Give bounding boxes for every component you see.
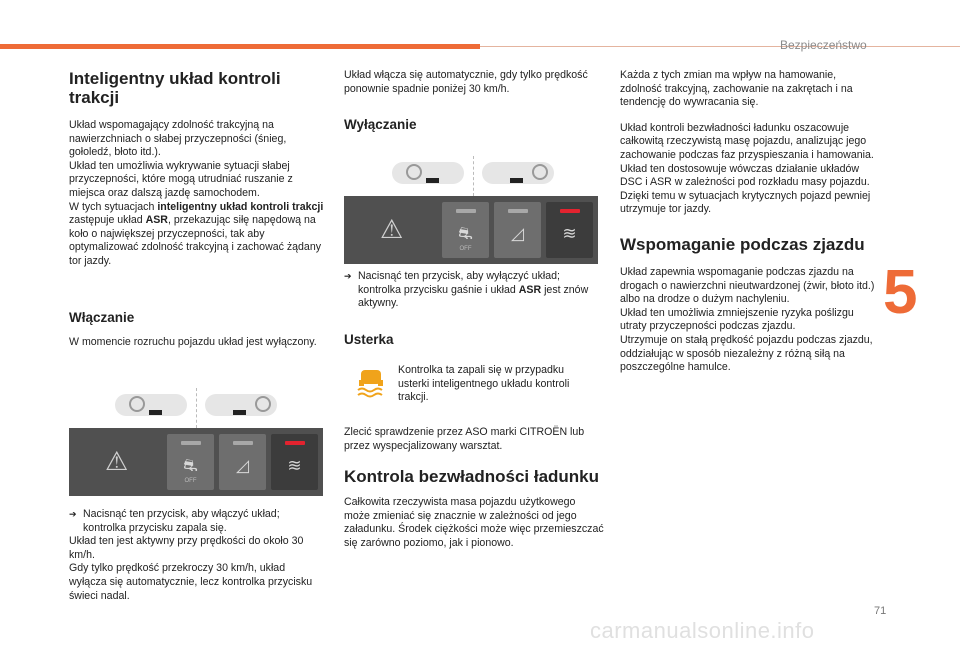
paragraph-active-speed: Układ ten jest aktywny przy prędkości do około 30 km/h.: [69, 535, 304, 561]
paragraph-descent-roads: Układ zapewnia wspomaganie podczas zjazdu na drogach o nawierzchni nieutwardzonej (żwir, błoto itd.) albo na drodze o dużym nachyleniu.: [620, 265, 875, 306]
traction-control-icon: ≋: [562, 224, 577, 243]
off-label: OFF: [459, 246, 472, 252]
hazard-triangle-icon: ⚠: [380, 214, 404, 244]
section-title: Bezpieczeństwo: [780, 38, 867, 52]
arrow-right-icon: ➔: [69, 509, 77, 519]
center-divider: [473, 156, 474, 196]
paragraph-replaces-asr: W tych sytuacjach inteligentny układ kontroli trakcji zastępuje układ ASR, przekazując siłę napędową na koło o największej przyczepności, tak aby optymalizować zdolność trakcyjną i zachować żądany tor jazdy.: [69, 200, 324, 267]
dashboard-top-view-1: [115, 388, 275, 430]
bullet-disable: ➔ Nacisnąć ten przycisk, aby wyłączyć układ; kontrolka przycisku gaśnie i układ ASR jest znów aktywny.: [344, 270, 589, 310]
steering-wheel-icon: [532, 164, 548, 180]
fault-description: Kontrolka ta zapali się w przypadku usterki inteligentnego układu kontroli trakcji.: [398, 364, 570, 404]
button-led: [508, 209, 528, 213]
dashboard-top-view-2: [392, 156, 552, 198]
paragraph-descent-risk: Układ ten umożliwia zmniejszenie ryzyka poślizgu utraty przyczepności podczas zjazdu.: [620, 306, 854, 333]
paragraph-mass-estimate: Układ kontroli bezwładności ładunku oszacowuje całkowitą rzeczywistą masę pojazdu, analizując jego zachowanie podczas faz przyspieszania i hamowania.: [620, 121, 874, 161]
button-led: [181, 441, 201, 445]
column-3: [620, 69, 878, 375]
hazard-triangle-icon: ⚠: [105, 446, 129, 476]
paragraph-auto-off: Gdy tylko prędkość przekroczy 30 km/h, układ wyłącza się automatycznie, lecz kontrolka przycisku świeci nadal.: [69, 562, 313, 602]
dsc-off-button[interactable]: [167, 434, 214, 490]
heading-load-control: Kontrola bezwładności ładunku: [344, 467, 600, 487]
paragraph-dsc-asr: Układ ten dostosowuje wówczas działanie układów DSC i ASR w zależności pod rozkładu masy pojazdu. Dzięki temu w sytuacjach krytycznych pojazd pewniej utrzymuje tor jazdy.: [620, 162, 871, 216]
button-panel-1: [69, 428, 323, 496]
header-accent-bar: [0, 44, 480, 49]
traction-control-button[interactable]: [546, 202, 593, 258]
heading-fault: Usterka: [344, 331, 394, 347]
center-divider: [196, 388, 197, 428]
paragraph-effects: Każda z tych zmian ma wpływ na hamowanie, zdolność trakcyjną, zachowanie na zakrętach i na tendencję do wywracania się.: [620, 69, 853, 109]
bullet-enable: ➔ Nacisnąć ten przycisk, aby włączyć układ; kontrolka przycisku zapala się.: [69, 508, 280, 534]
button-led-active: [560, 209, 580, 213]
button-panel-2: [344, 196, 598, 264]
watermark: carmanualsonline.info: [590, 618, 815, 643]
button-location-marker: [426, 178, 439, 183]
heading-descent-assist: Wspomaganie podczas zjazdu: [620, 234, 865, 254]
descent-assist-button[interactable]: [494, 202, 541, 258]
paragraph-service: Zlecić sprawdzenie przez ASO marki CITROËN lub przez wyspecjalizowany warsztat.: [344, 426, 585, 452]
paragraph-descent-speed: Utrzymuje on stałą prędkość pojazdu podczas zjazdu, oddziałując w sposób niezależny z różną siłą na poszczególne hamulce.: [620, 333, 873, 374]
traction-control-icon: ≋: [287, 456, 302, 475]
column-1: [69, 69, 325, 350]
button-led: [233, 441, 253, 445]
chapter-number: 5: [883, 258, 918, 327]
descent-icon: ◿: [510, 224, 525, 243]
column-1-bottom: [69, 508, 325, 603]
paragraph-intro: Układ wspomagający zdolność trakcyjną na nawierzchniach o słabej przyczepności (śnieg, gołoledź, błoto itd.).: [69, 119, 287, 159]
button-location-marker: [233, 410, 246, 415]
descent-icon: ◿: [235, 456, 250, 475]
heading-enabling: Włączanie: [69, 309, 135, 325]
off-label: OFF: [184, 478, 197, 484]
stability-icon: ⛐: [183, 456, 198, 475]
descent-assist-button[interactable]: [219, 434, 266, 490]
column-2-middle: [344, 270, 600, 346]
dsc-off-button[interactable]: [442, 202, 489, 258]
heading-traction-control: Inteligentny układ kontroli trakcji: [69, 69, 281, 107]
column-2: [344, 69, 600, 132]
steering-wheel-icon: [406, 164, 422, 180]
steering-wheel-icon: [255, 396, 271, 412]
button-led: [456, 209, 476, 213]
stability-icon: ⛐: [458, 224, 473, 243]
paragraph-enabling: W momencie rozruchu pojazdu układ jest wyłączony.: [69, 336, 317, 349]
button-location-marker: [510, 178, 523, 183]
button-led-active: [285, 441, 305, 445]
paragraph-load-mass: Całkowita rzeczywista masa pojazdu użytkowego może zmieniać się znacznie w zależności od jego załadunku. Środek ciężkości może więc przemieszczać się zarówno poziomo, jak i pionowo.: [344, 496, 604, 549]
page-number: 71: [874, 605, 887, 617]
column-2-bottom: [344, 426, 604, 551]
paragraph-detection: Układ ten umożliwia wykrywanie sytuacji słabej przyczepności, które mogą utrudniać ruszanie z miejsca oraz dalszą jazdę samochodem.: [69, 159, 293, 199]
steering-wheel-icon: [129, 396, 145, 412]
heading-disabling: Wyłączanie: [344, 117, 417, 133]
header-rule: [480, 46, 960, 47]
arrow-right-icon: ➔: [344, 271, 352, 281]
paragraph-auto-on: Układ włącza się automatycznie, gdy tylko prędkość ponownie spadnie poniżej 30 km/h.: [344, 69, 588, 95]
button-location-marker: [149, 410, 162, 415]
traction-warning-icon: [355, 368, 387, 398]
traction-control-button[interactable]: [271, 434, 318, 490]
